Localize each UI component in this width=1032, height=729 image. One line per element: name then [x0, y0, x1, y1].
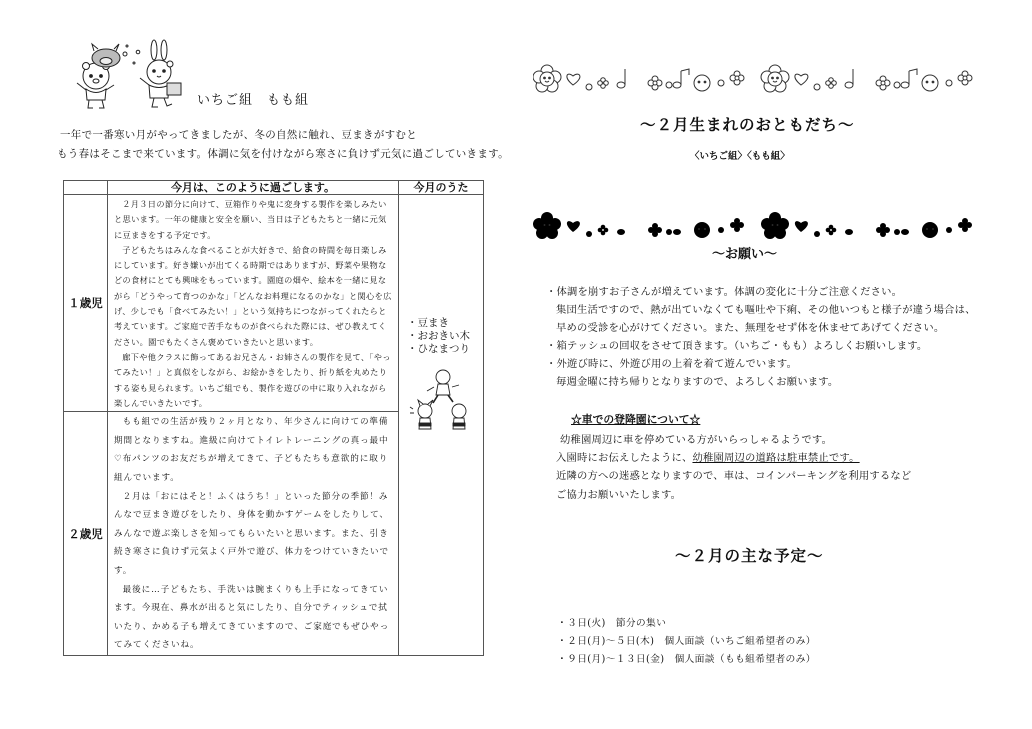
schedule-item: ・３日(火) 節分の集い: [557, 618, 667, 629]
flower-heart-note-border-icon: [533, 63, 978, 97]
request-line: 毎週金曜に持ち帰りとなりますので、よろしくお願います。: [556, 376, 839, 388]
class-title: いちご組 もも組: [197, 93, 310, 108]
monthly-plan-table: [63, 180, 484, 656]
paragraph: もも組での生活が残り２ヶ月となり、年少さんに向けての準備期間となりますね。進級に向けてトイレトレーニングの真っ最中♡布パンツのお友だちが増えてきて、子どもたちも意欲的に取り組んでいます。: [114, 417, 389, 483]
song-item: ・ひなまつり: [407, 343, 470, 355]
request-line: ・外遊び時に、外遊び用の上着を着て遊んでいます。: [546, 358, 798, 370]
schedule-title: ～２月の主な予定～: [675, 547, 824, 565]
request-line: 早めの受診を心がけてください。また、無理をせず体を休ませてあげてください。: [556, 322, 945, 334]
header-songs: 今月のうた: [399, 181, 484, 195]
songs-list: [407, 317, 470, 356]
paragraph: 廊下や他クラスに飾ってあるお兄さん・お姉さんの製作を見て、「やってみたい！」と真似をしながら、お絵かきをしたり、折り紙を丸めたりする姿も見られます。いちご組でも、製作を遊びの中に取り入れながら楽しんでいきたいです。: [114, 351, 391, 408]
header-age: [64, 181, 108, 195]
car-line: ご協力お願いいたします。: [556, 489, 682, 501]
schedule-item: ・２日(月)～５日(木) 個人面談（いちご組希望者のみ）: [557, 636, 816, 647]
paragraph: ２月３日の節分に向けて、豆箱作りや鬼に変身する製作を楽しみたいと思います。一年の健康と安全を願い、当日は子どもたちと一緒に元気に豆まきをする予定です。: [114, 199, 387, 240]
paragraph: 子どもたちはみんな食べることが大好きで、給食の時間を毎日楽しみにしています。好き嫌いが出てくる時期ではありますが、野菜や果物などの食材にとても興味をもっています。園庭の畑や、絵本を一緒に見ながら「どうやって育つのかな」「どんなお料理になるのかな」と関心を広げ、少しでも「食べてみたい！」という気持ちにつながってくれたらと考えています。ご家庭で苦手なものが食べられた際には、ぜひ教えてください。園でもたくさん褒めていきたいと思います。: [114, 244, 392, 347]
car-section-title: ☆車での登降園について☆: [571, 413, 701, 426]
song-item: ・豆まき: [407, 317, 449, 329]
songs-cell: [399, 195, 484, 656]
car-line: 近隣の方への迷惑となりますので、車は、コインパーキングを利用するなど: [556, 470, 912, 482]
car-line: 幼稚園周辺に車を停めている方がいらっしゃるようです。: [560, 434, 833, 446]
song-item: ・おおきい木: [407, 330, 470, 342]
activity-text-age-1: [108, 195, 399, 412]
birthday-classes: 〈いちご組〉〈もも組〉: [690, 151, 790, 162]
request-line: 集団生活ですので、熱が出ていなくても嘔吐や下痢、その他いつもと様子が違う場合は、: [556, 304, 976, 316]
request-title: ～お願い～: [712, 247, 778, 262]
schedule-item: ・９日(月)～１３日(金) 個人面談（もも組希望者のみ）: [557, 654, 816, 665]
no-parking-notice: 幼稚園周辺の道路は駐車禁止です。: [692, 452, 860, 464]
birthday-title: ～２月生まれのおともだち～: [640, 116, 855, 134]
age-label: ２歳児: [64, 412, 108, 656]
request-line: ・箱テッシュの回収をさせて頂きます。（いちご・もも）よろしくお願いします。: [546, 340, 928, 352]
oni-bear-rabbit-illustration: [72, 38, 187, 110]
flower-heart-note-border-icon: [533, 210, 978, 244]
header-activities: 今月は、このように過ごします。: [108, 181, 399, 195]
table-row-age-1: [64, 195, 484, 412]
car-line: [556, 449, 860, 464]
intro-line-2: もう春はそこまで来ています。体調に気を付けながら寒さに負けず元気に過ごしていきます。: [57, 148, 509, 160]
intro-line-1: 一年で一番寒い月がやってきましたが、冬の自然に触れ、豆まきがすむと: [60, 129, 418, 141]
paragraph: ２月は「おにはそと！ふくはうち！」といった節分の季節！みんなで豆まき遊びをしたり、身体を動かすゲームをしたりして、みんなで遊ぶ楽しさを知ってもらいたいと思います。また、引き続き寒さに負けず元気よく戸外で遊び、体力をつけていきたいです。: [114, 491, 389, 576]
table-header-row: [64, 181, 484, 195]
request-line: ・体調を崩すお子さんが増えています。体調の変化に十分ご注意ください。: [546, 286, 903, 298]
activity-text-age-2: [108, 412, 399, 656]
age-label: １歳児: [64, 195, 108, 412]
paragraph: 最後に…子どもたち、手洗いは腕まくりも上手になってきています。今現在、鼻水が出ると気にしたり、自分でティッシュで拭いたり、かめる子も増えてきていますので、ご家庭でもぜひやってみてくださいね。: [114, 584, 390, 651]
children-running-illustration: [409, 365, 479, 435]
car-line-prefix: 入園時にお伝えしたように、: [556, 452, 693, 464]
